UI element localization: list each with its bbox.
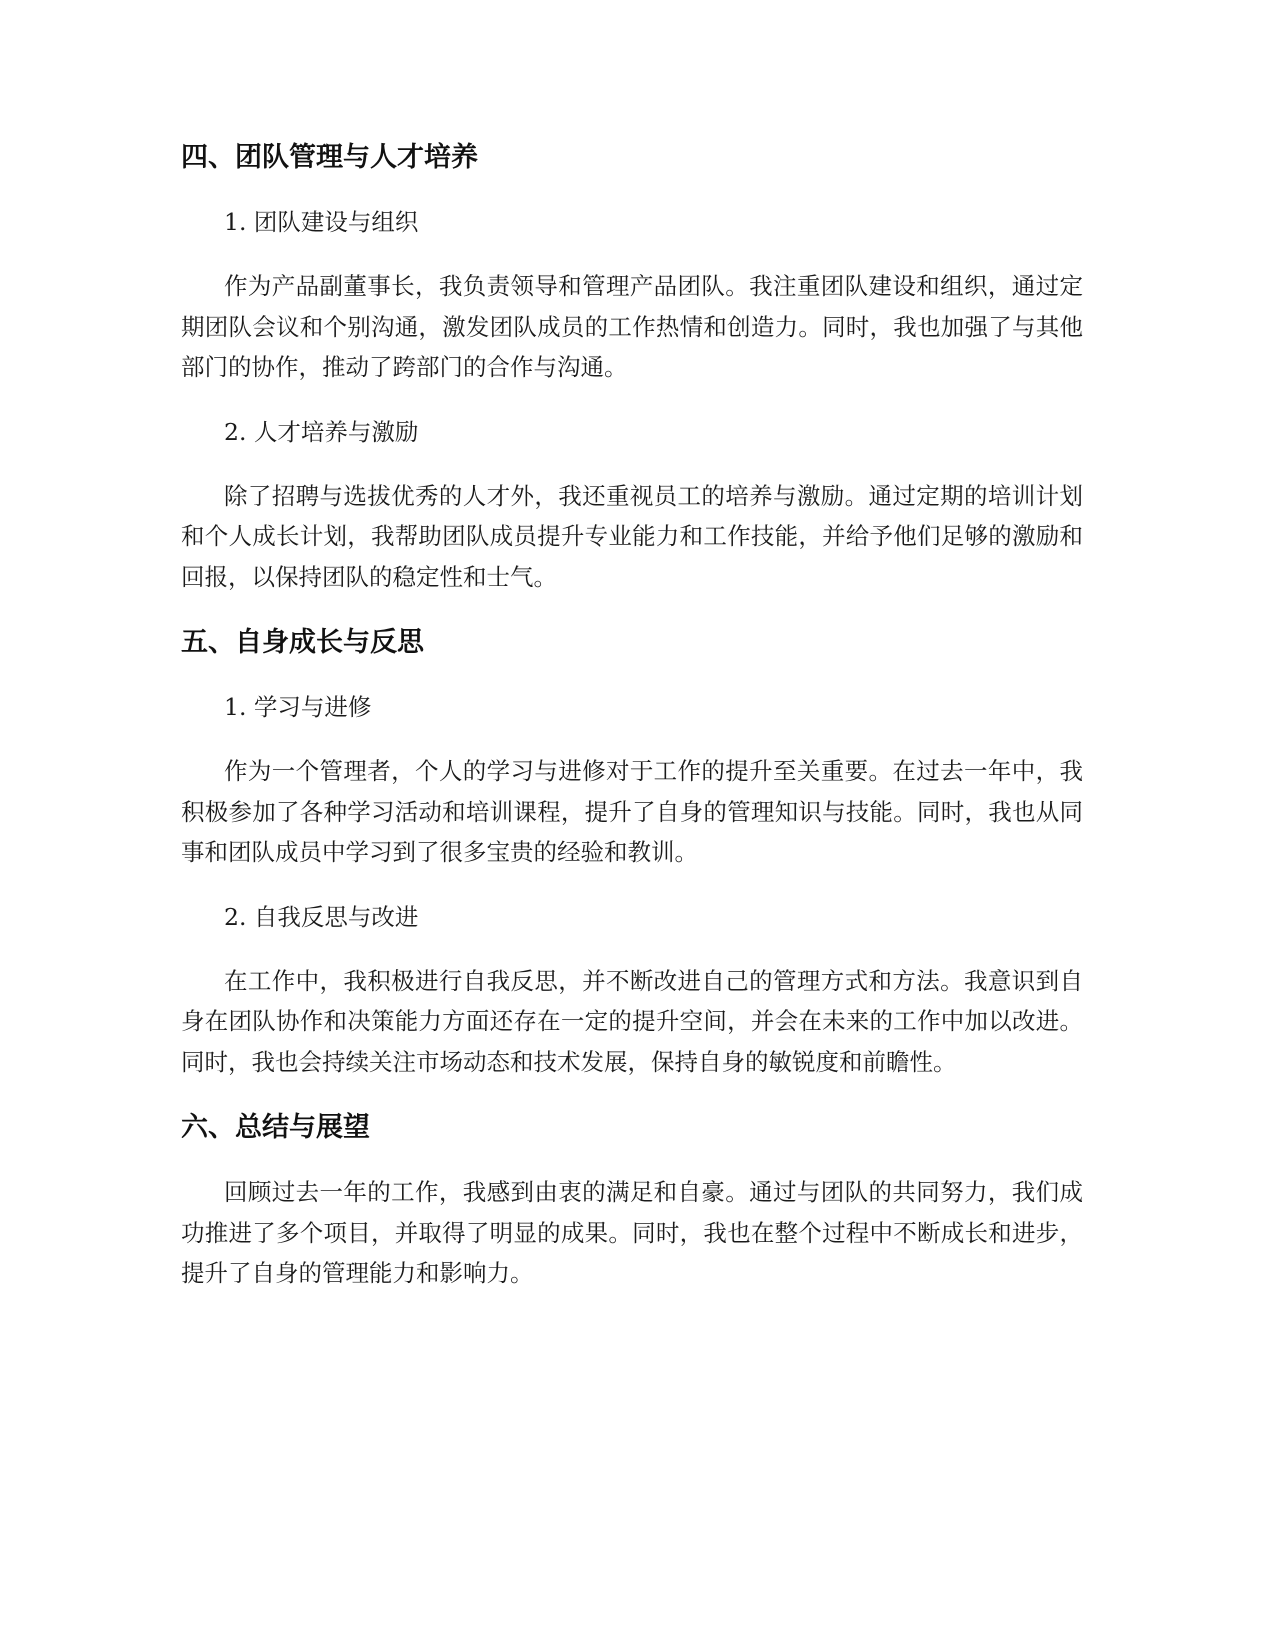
section-heading-team-management: 四、团队管理与人才培养 xyxy=(181,142,478,173)
paragraph-summary: 回顾过去一年的工作，我感到由衷的满足和自豪。通过与团队的共同努力，我们成功推进了多个项目，并取得了明显的成果。同时，我也在整个过程中不断成长和进步，提升了自身的管理能力和影响力。 xyxy=(181,1178,1083,1287)
paragraph-learning: 作为一个管理者，个人的学习与进修对于工作的提升至关重要。在过去一年中，我积极参加了各种学习活动和培训课程，提升了自身的管理知识与技能。同时，我也从同事和团队成员中学习到了很多宝贵的经验和教训。 xyxy=(181,757,1083,866)
subsection-title-learning: 1. 学习与进修 xyxy=(224,693,372,721)
paragraph-talent-development: 除了招聘与选拔优秀的人才外，我还重视员工的培养与激励。通过定期的培训计划和个人成长计划，我帮助团队成员提升专业能力和工作技能，并给予他们足够的激励和回报，以保持团队的稳定性和士气。 xyxy=(181,481,1083,591)
section-heading-summary: 六、总结与展望 xyxy=(181,1112,370,1143)
subsection-title-self-reflection: 2. 自我反思与改进 xyxy=(224,902,419,931)
subsection-title-talent-development: 2. 人才培养与激励 xyxy=(224,417,419,446)
document-page xyxy=(181,138,1083,1294)
paragraph-self-reflection: 在工作中，我积极进行自我反思，并不断改进自己的管理方式和方法。我意识到自身在团队协作和决策能力方面还存在一定的提升空间，并会在未来的工作中加以改进。同时，我也会持续关注市场动态和技术发展，保持自身的敏锐度和前瞻性。 xyxy=(181,966,1083,1076)
paragraph-team-building: 作为产品副董事长，我负责领导和管理产品团队。我注重团队建设和组织，通过定期团队会议和个别沟通，激发团队成员的工作热情和创造力。同时，我也加强了与其他部门的协作，推动了跨部门的合作与沟通。 xyxy=(181,272,1083,381)
subsection-title-team-building: 1. 团队建设与组织 xyxy=(224,208,419,236)
section-heading-self-growth: 五、自身成长与反思 xyxy=(181,627,424,658)
